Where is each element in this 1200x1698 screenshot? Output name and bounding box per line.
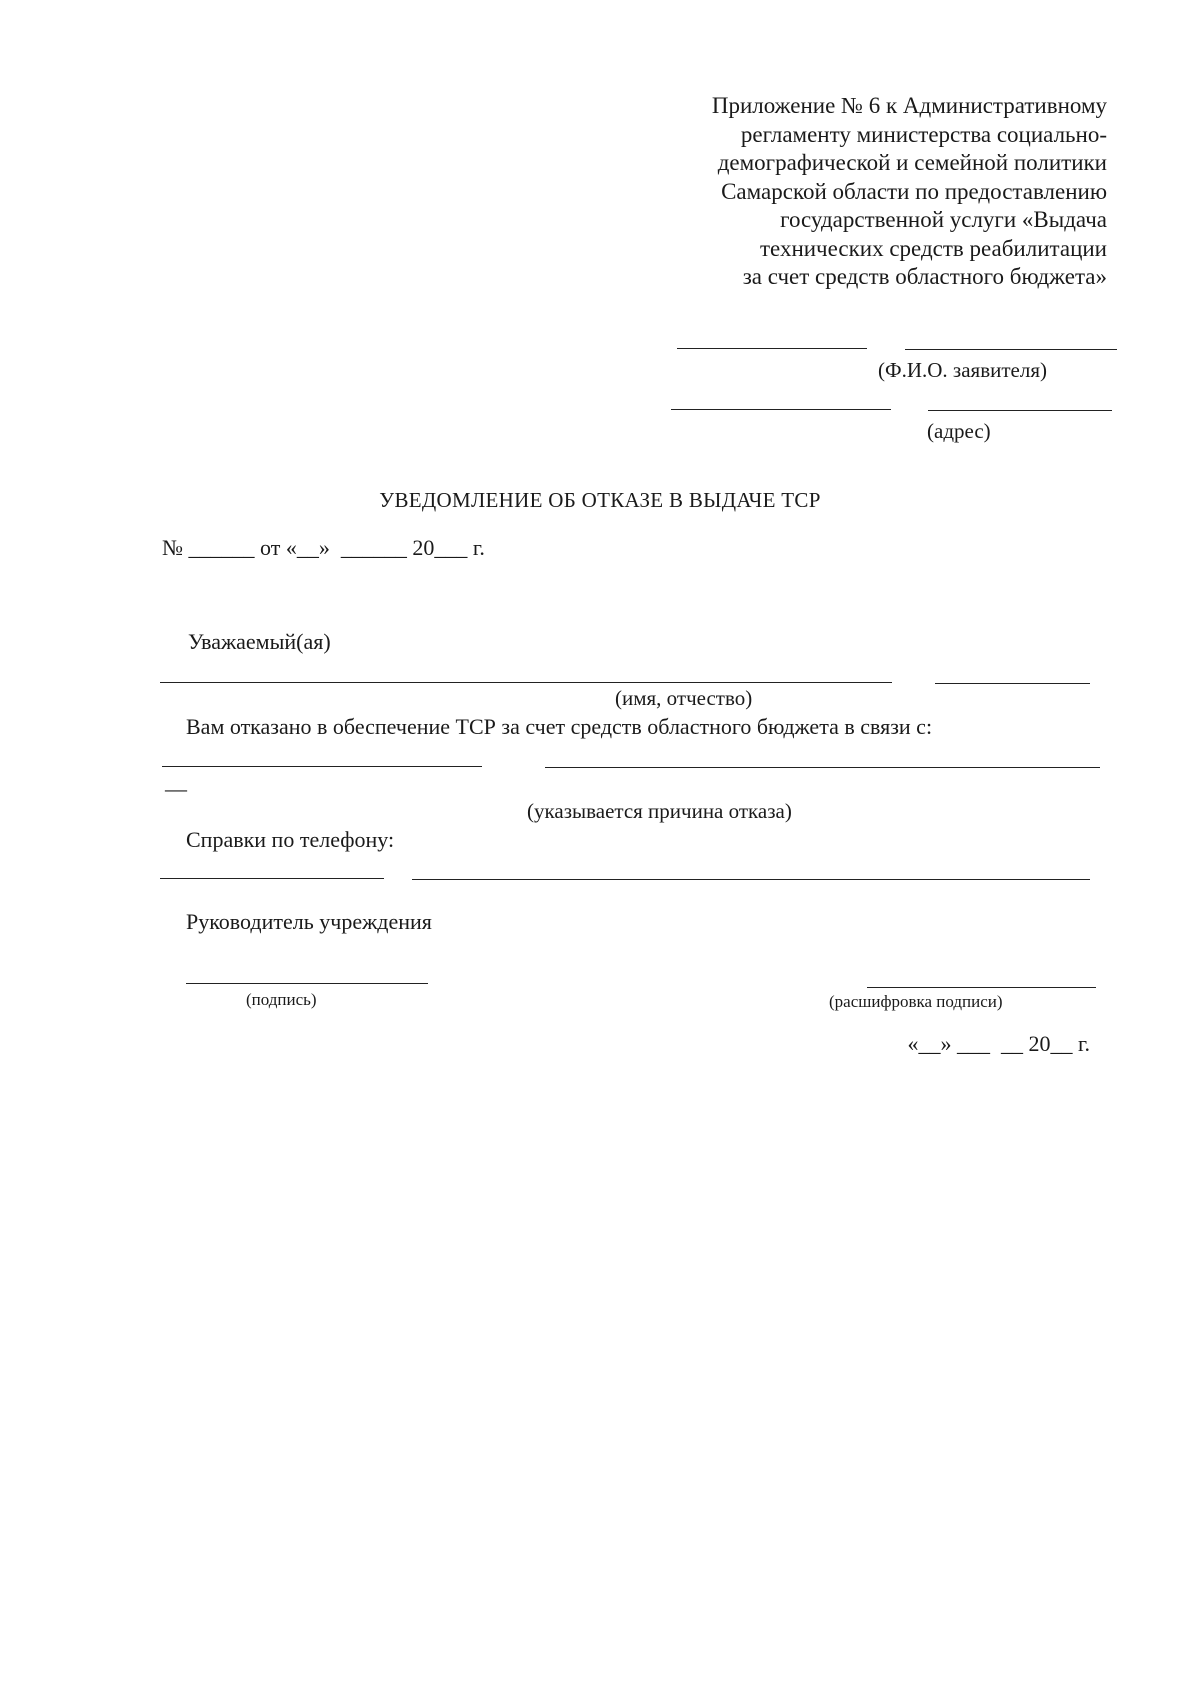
appendix-line: за счет средств областного бюджета»	[742, 264, 1107, 289]
signature-date-line: «__» ___ __ 20__ г.	[907, 1031, 1090, 1056]
refusal-text: Вам отказано в обеспечение ТСР за счет средств областного бюджета в связи с:	[186, 714, 933, 739]
signature-decode-blank	[867, 987, 1096, 988]
signature-caption: (подпись)	[246, 990, 317, 1009]
applicant-name-blank-right	[905, 349, 1117, 350]
phone-label: Справки по телефону:	[186, 827, 395, 852]
name-patronymic-caption: (имя, отчество)	[615, 686, 753, 710]
signature-blank	[186, 983, 428, 984]
appendix-line: Приложение № 6 к Административному	[711, 93, 1107, 118]
reason-blank-right	[545, 767, 1100, 768]
reason-caption: (указывается причина отказа)	[527, 799, 792, 823]
document-title: УВЕДОМЛЕНИЕ ОБ ОТКАЗЕ В ВЫДАЧЕ ТСР	[379, 488, 821, 512]
signature-decode-caption: (расшифровка подписи)	[829, 992, 1003, 1011]
applicant-name-caption: (Ф.И.О. заявителя)	[878, 358, 1047, 382]
appendix-line: демографической и семейной политики	[717, 150, 1107, 175]
applicant-address-blank-right	[928, 410, 1112, 411]
appendix-line: государственной услуги «Выдача	[780, 207, 1107, 232]
name-blank-right	[935, 683, 1090, 684]
appendix-line: технических средств реабилитации	[759, 235, 1107, 261]
applicant-address-blank-left	[671, 409, 891, 410]
reason-blank-left	[162, 766, 482, 767]
appendix-line: Самарской области по предоставлению	[721, 178, 1107, 204]
notice-number-line: № ______ от «__» ______ 20___ г.	[162, 535, 485, 560]
phone-blank-right	[412, 879, 1090, 880]
name-blank-left	[160, 682, 892, 683]
reason-dash: —	[165, 776, 187, 801]
applicant-address-caption: (адрес)	[927, 419, 991, 443]
head-label: Руководитель учреждения	[186, 909, 432, 934]
phone-blank-left	[160, 878, 384, 879]
appendix-line: регламенту министерства социально-	[740, 121, 1107, 147]
appendix-header	[667, 92, 1107, 292]
applicant-name-blank-left	[677, 348, 867, 349]
salutation: Уважаемый(ая)	[188, 629, 331, 654]
